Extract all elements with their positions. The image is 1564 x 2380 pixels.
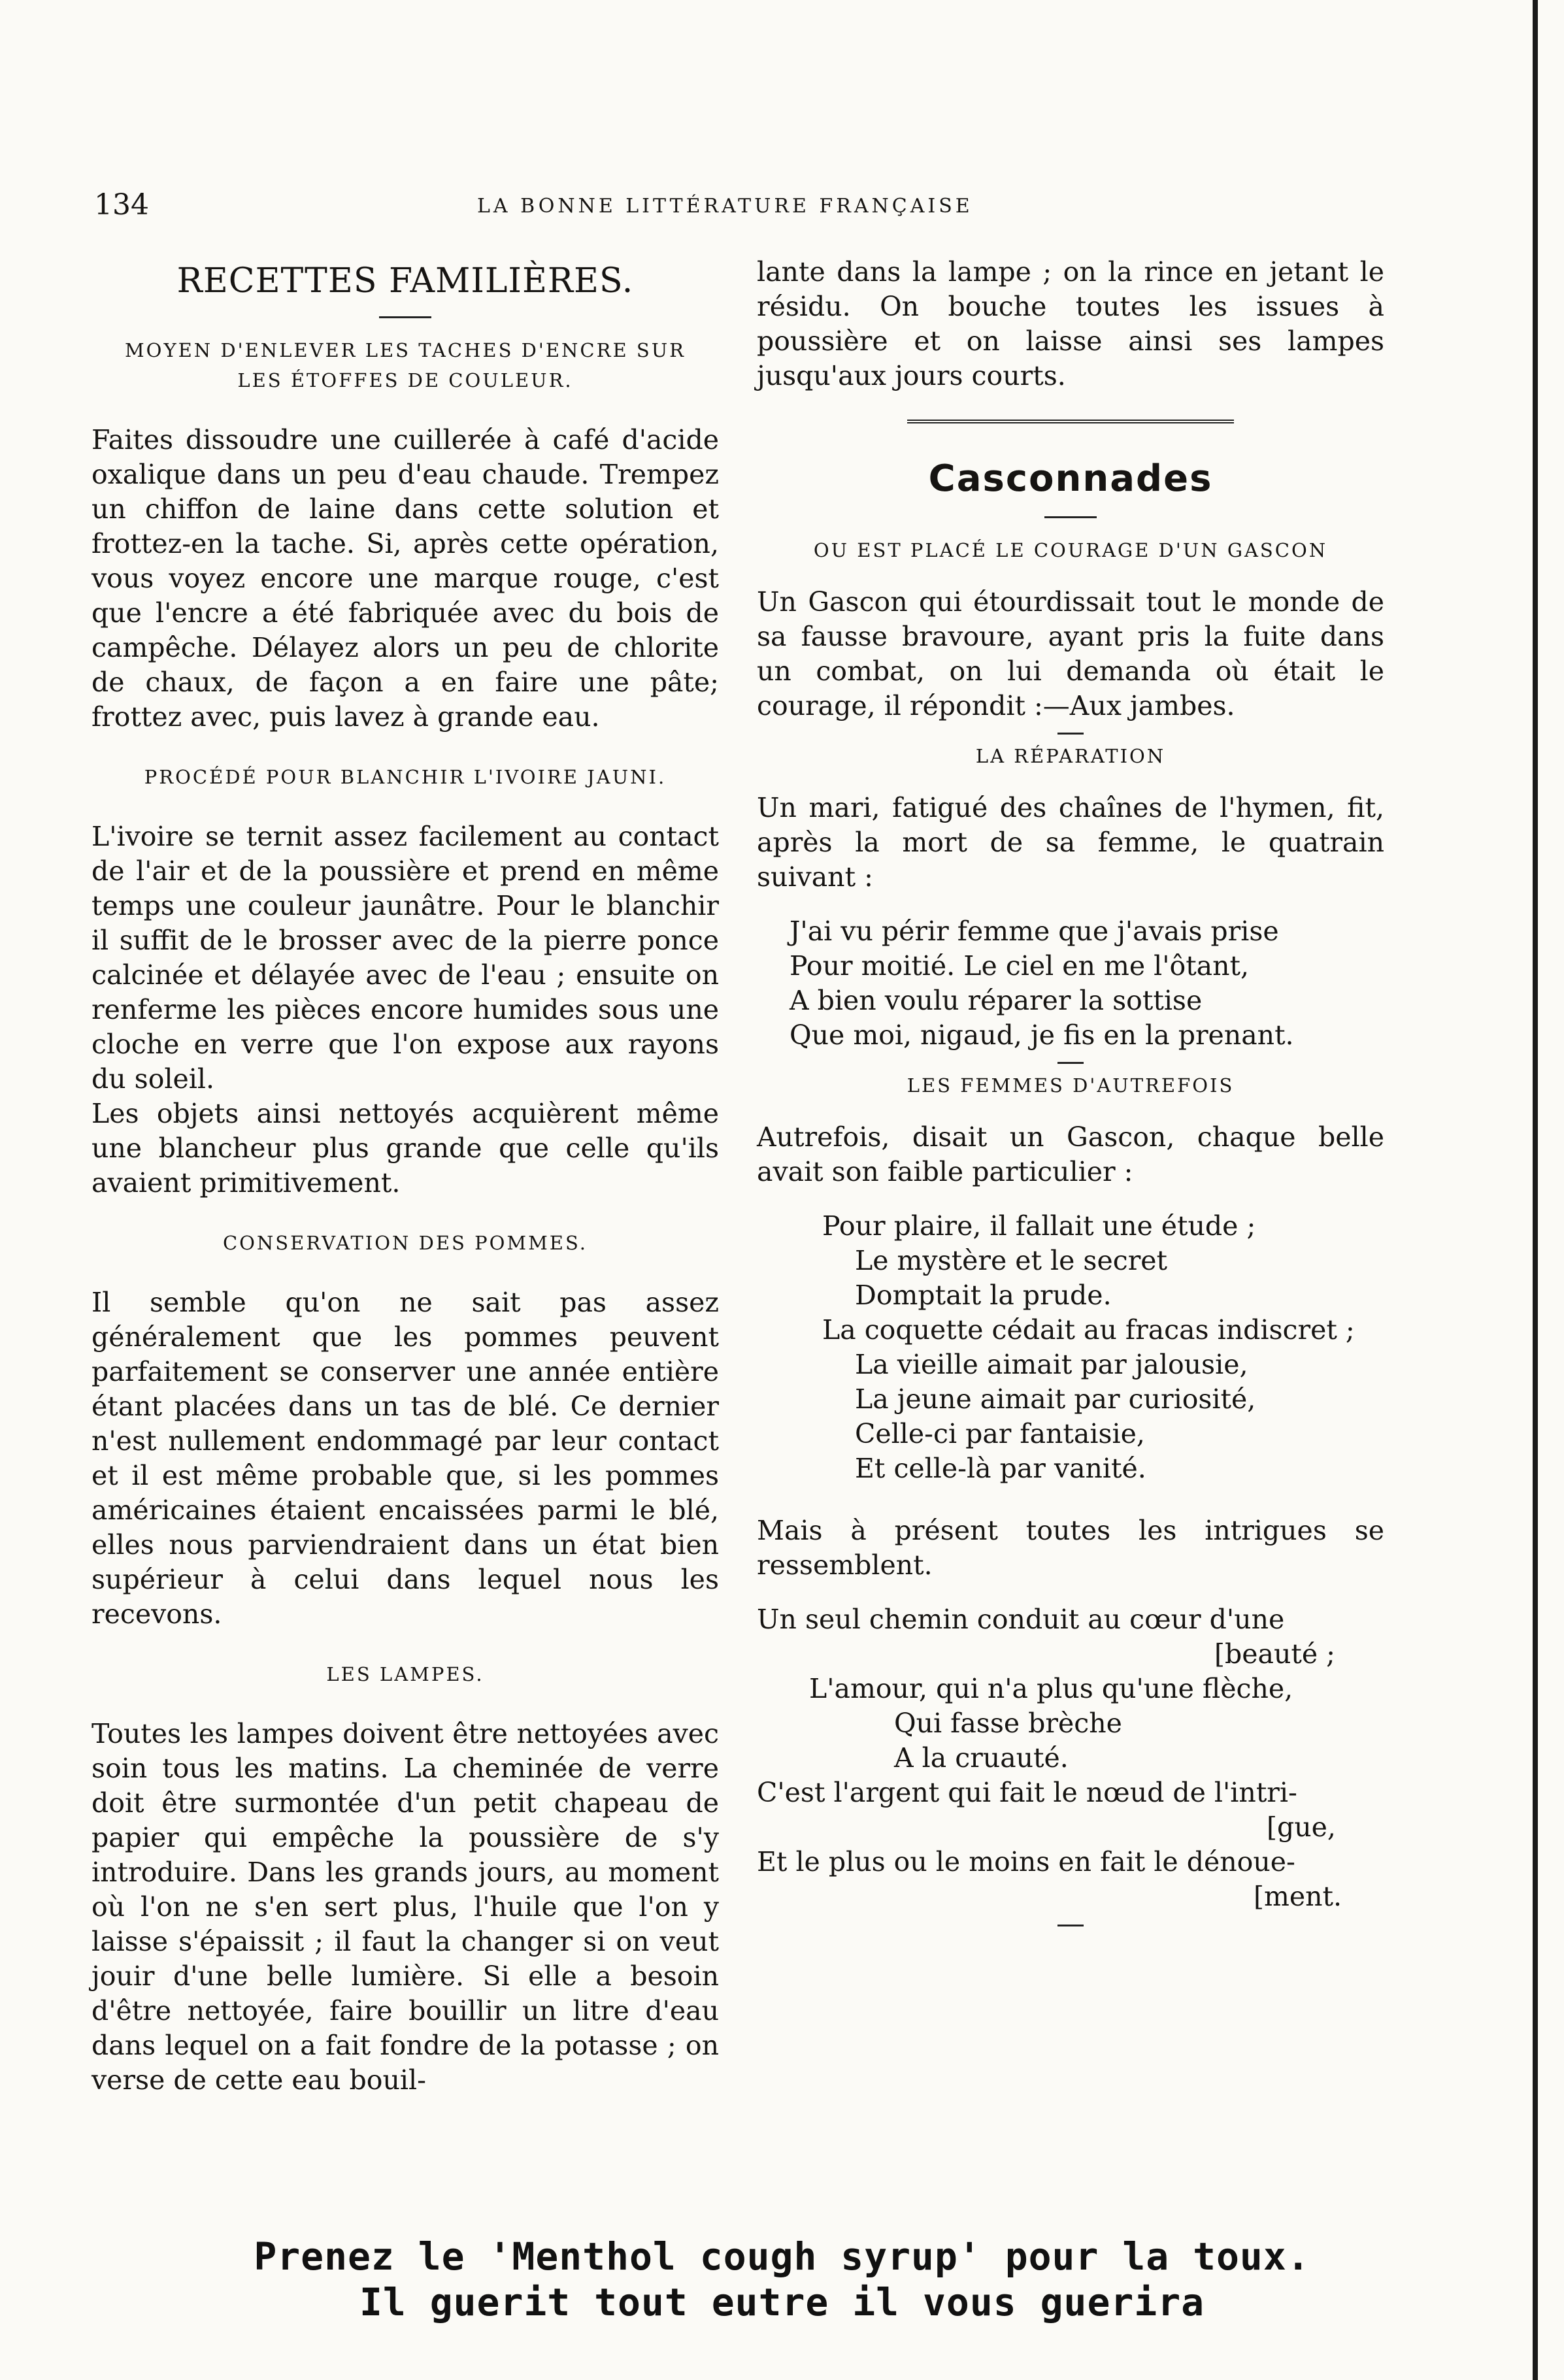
courage-title: OU EST PLACÉ LE COURAGE D'UN GASCON bbox=[813, 539, 1328, 561]
page-edge-rule bbox=[1533, 0, 1538, 2380]
page-number: 134 bbox=[94, 188, 149, 222]
section-divider bbox=[907, 420, 1234, 423]
repair-title: LA RÉPARATION bbox=[975, 745, 1166, 767]
ivory-recipe-title: PROCÉDÉ POUR BLANCHIR L'IVOIRE JAUNI. bbox=[144, 766, 667, 788]
short-rule bbox=[1057, 733, 1084, 735]
verse-line: Qui fasse brèche bbox=[894, 1708, 1122, 1739]
now-text: Mais à présent toutes les intrigues se ressemblent. bbox=[757, 1515, 1384, 1581]
ink-recipe-title-line2: LES ÉTOFFES DE COULEUR. bbox=[237, 369, 573, 391]
verse-line: [gue, bbox=[1267, 1811, 1336, 1843]
verse-line: Celle-ci par fantaisie, bbox=[855, 1418, 1145, 1449]
running-header bbox=[0, 188, 1564, 234]
verse-line: Domptait la prude. bbox=[855, 1280, 1112, 1311]
verse-line: L'amour, qui n'a plus qu'une flèche, bbox=[809, 1673, 1293, 1704]
gasconnades-title: Casconnades bbox=[928, 457, 1213, 500]
courage-text: Un Gascon qui étourdissait tout le monde de sa fausse bravoure, ayant pris la fuite dans un combat, on lui demanda où était le courage, il répondit :—Aux jambes. bbox=[757, 586, 1384, 721]
quatrain bbox=[757, 914, 1384, 1053]
short-rule bbox=[1057, 1062, 1084, 1064]
verse-line: Et celle-là par vanité. bbox=[855, 1453, 1146, 1484]
short-rule bbox=[1044, 516, 1097, 518]
women-verse bbox=[757, 1209, 1384, 1486]
verse-line: Et le plus ou le moins en fait le dénoue- bbox=[757, 1846, 1295, 1877]
verse-line: Pour moitié. Le ciel en me l'ôtant, bbox=[790, 950, 1250, 982]
verse-line: La vieille aimait par jalousie, bbox=[855, 1349, 1248, 1380]
women-title: LES FEMMES D'AUTREFOIS bbox=[907, 1074, 1235, 1097]
apples-recipe-title: CONSERVATION DES POMMES. bbox=[222, 1232, 588, 1254]
women-text: Autrefois, disait un Gascon, chaque belle avait son faible particulier : bbox=[757, 1121, 1384, 1187]
advertisement bbox=[0, 2234, 1564, 2325]
verse-line: J'ai vu périr femme que j'avais prise bbox=[790, 916, 1279, 947]
ivory-recipe-text-2: Les objets ainsi nettoyés acquièrent même une blancheur plus grande que celle qu'ils avaient primitivement. bbox=[92, 1098, 719, 1198]
verse-line: C'est l'argent qui fait le nœud de l'intri- bbox=[757, 1777, 1297, 1808]
running-title: LA BONNE LITTÉRATURE FRANÇAISE bbox=[477, 195, 973, 218]
verse-line: Pour plaire, il fallait une étude ; bbox=[822, 1210, 1256, 1242]
left-column bbox=[92, 255, 719, 2098]
apples-recipe-text: Il semble qu'on ne sait pas assez généralement que les pommes peuvent parfaitement se conserver une année entière étant placées dans un tas de blé. Ce dernier n'est nullement endommagé par leur contact et il est même probable que, si les pommes américaines étaient encaissées parmi le blé, elles nous parviendraient dans un état bien supérieur à celui dans lequel nous les recevons. bbox=[92, 1287, 719, 1630]
ivory-recipe-text: L'ivoire se ternit assez facilement au contact de l'air et de la poussière et prend en même temps une couleur jaunâtre. Pour le blanchir il suffit de le brosser avec de la pierre ponce calcinée et délayée avec de l'eau ; ensuite on renferme les pièces encore humides sous une cloche en verre que l'on expose aux rayons du soleil. bbox=[92, 821, 719, 1095]
verse-line: A bien voulu réparer la sottise bbox=[790, 985, 1203, 1016]
advertisement-line2: Il guerit tout eutre il vous guerira bbox=[359, 2280, 1205, 2324]
lamps-recipe-title: LES LAMPES. bbox=[326, 1663, 484, 1685]
section-title: RECETTES FAMILIÈRES. bbox=[176, 261, 634, 301]
verse-line: [beauté ; bbox=[1214, 1638, 1335, 1670]
repair-text: Un mari, fatigué des chaînes de l'hymen, fit, après la mort de sa femme, le quatrain suivant : bbox=[757, 792, 1384, 893]
verse-line: La jeune aimait par curiosité, bbox=[855, 1383, 1256, 1415]
verse-line: Un seul chemin conduit au cœur d'une bbox=[757, 1604, 1285, 1635]
ink-recipe-title-line1: MOYEN D'ENLEVER LES TACHES D'ENCRE SUR bbox=[124, 339, 686, 361]
verse-line: Que moi, nigaud, je fis en la prenant. bbox=[790, 1019, 1294, 1051]
short-rule bbox=[379, 316, 431, 318]
ink-recipe-text: Faites dissoudre une cuillerée à café d'acide oxalique dans un peu d'eau chaude. Trempez un chiffon de laine dans cette solution et frottez-en la tache. Si, après cette opération, vous voyez encore une marque rouge, c'est que l'encre a été fabriquée avec du bois de campêche. Délayez alors un peu de chlorite de chaux, de façon a en faire une pâte; frottez avec, puis lavez à grande eau. bbox=[92, 424, 719, 733]
verse-line: A la cruauté. bbox=[894, 1742, 1069, 1774]
lamps-recipe-text: Toutes les lampes doivent être nettoyées avec soin tous les matins. La cheminée de verre doit être surmontée d'un petit chapeau de papier qui empêche la poussière de s'y introduire. Dans les grands jours, au moment où l'on ne s'en sert plus, l'huile que l'on y laisse s'épaissit ; il faut la changer si on veut jouir d'une belle lumière. Si elle a besoin d'être nettoyée, faire bouillir un litre d'eau dans lequel on a fait fondre de la potasse ; on verse de cette eau bouil- bbox=[92, 1718, 719, 2096]
lamps-recipe-continued: lante dans la lampe ; on la rince en jetant le résidu. On bouche toutes les issues à poussière et on laisse ainsi ses lampes jusqu'aux jours courts. bbox=[757, 256, 1384, 391]
verse-line: Le mystère et le secret bbox=[855, 1245, 1168, 1276]
short-rule bbox=[1057, 1925, 1084, 1926]
right-column bbox=[757, 255, 1384, 1926]
verse-line: [ment. bbox=[1254, 1881, 1342, 1912]
final-verse bbox=[757, 1602, 1384, 1914]
advertisement-line1: Prenez le 'Menthol cough syrup' pour la toux. bbox=[254, 2234, 1310, 2279]
verse-line: La coquette cédait au fracas indiscret ; bbox=[822, 1314, 1355, 1346]
